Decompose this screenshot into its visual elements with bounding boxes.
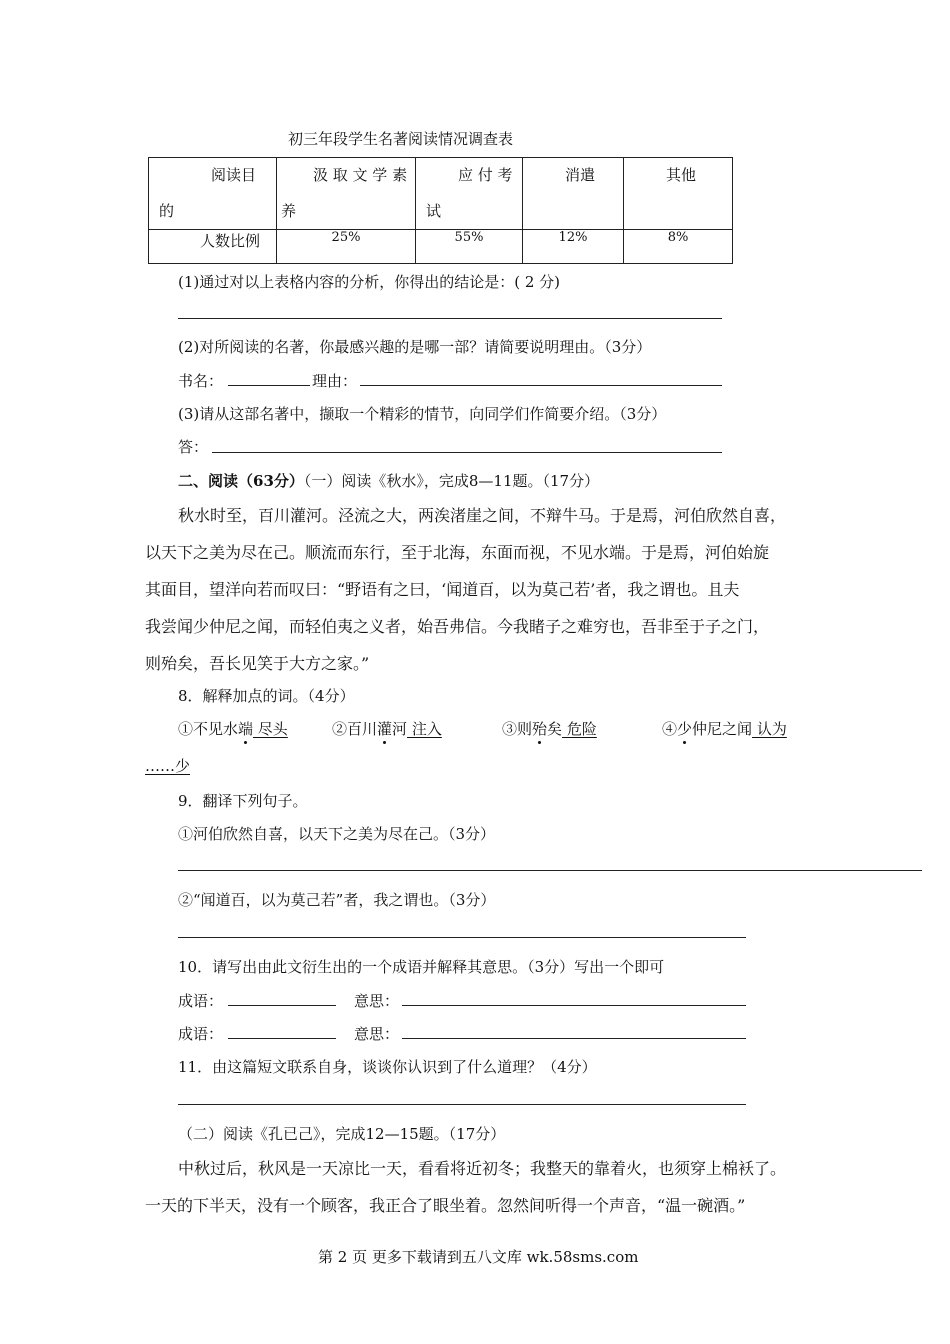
reason-label: 理由： bbox=[312, 372, 358, 390]
value-cell: 55% bbox=[416, 230, 523, 264]
meaning-label: 意思： bbox=[354, 1025, 400, 1043]
q9-sentence-1: ①河伯欣然自喜，以天下之美为尽在己。（3分） bbox=[178, 825, 496, 843]
passage-line: 则殆矣，吾长见笑于大方之家。” bbox=[145, 654, 370, 673]
answer-label: 答： bbox=[178, 438, 209, 456]
value-cell: 25% bbox=[277, 230, 416, 264]
q9-sentence-2: ②“闻道百，以为莫己若”者，我之谓也。（3分） bbox=[178, 891, 496, 909]
q8-answer-4-cont: ……少 bbox=[145, 757, 191, 775]
survey-table bbox=[148, 157, 733, 264]
header-cell-literature: 汲 取 文 学 素 养 bbox=[277, 158, 416, 230]
meaning-label: 意思： bbox=[354, 992, 400, 1010]
passage-line: 秋水时至，百川灌河。泾流之大，两涘渚崖之间，不辩牛马。于是焉，河伯欣然自喜， bbox=[178, 506, 787, 525]
q8-item-2: ②百川灌河 注入 bbox=[332, 720, 442, 738]
book-name-label: 书名： bbox=[178, 372, 224, 390]
passage-line: 一天的下半天，没有一个顾客，我正合了眼坐着。忽然间听得一个声音，“温一碗酒。” bbox=[145, 1196, 746, 1215]
header-cell-other: 其他 bbox=[624, 158, 733, 230]
answer-line-q1[interactable] bbox=[178, 318, 722, 319]
header-cell-leisure: 消遣 bbox=[523, 158, 624, 230]
value-cell: 8% bbox=[624, 230, 733, 264]
passage-line: 我尝闻少仲尼之闻，而轻伯夷之义者，始吾弗信。今我睹子之难穷也，吾非至于子之门， bbox=[145, 617, 770, 636]
question-9: 9．翻译下列句子。 bbox=[178, 792, 308, 810]
meaning-line[interactable] bbox=[402, 1005, 746, 1006]
passage-line: 其面目，望洋向若而叹曰：“野语有之曰，‘闻道百，以为莫己若’者，我之谓也。且夫 bbox=[145, 580, 740, 599]
passage-line: 以天下之美为尽在己。顺流而东行，至于北海，东面而视，不见水端。于是焉，河伯始旋 bbox=[145, 543, 770, 562]
q8-item-4: ④少仲尼之闻 认为 bbox=[662, 720, 787, 738]
q8-answer-4: 认为 bbox=[752, 720, 787, 738]
table-header-row bbox=[149, 158, 733, 230]
q8-answer-1: 尽头 bbox=[253, 720, 288, 738]
part-1-title: （一）阅读《秋水》，完成8—11题。（17分） bbox=[303, 472, 600, 490]
answer-line-q3[interactable] bbox=[212, 452, 722, 453]
section-2-heading bbox=[178, 470, 599, 491]
q8-answer-3: 危险 bbox=[562, 720, 597, 738]
idiom-line[interactable] bbox=[228, 1005, 336, 1006]
header-cell-exam: 应 付 考 试 bbox=[416, 158, 523, 230]
q8-item-3: ③则殆矣 危险 bbox=[502, 720, 597, 738]
answer-line-q11[interactable] bbox=[178, 1104, 746, 1105]
q8-answer-2: 注入 bbox=[407, 720, 442, 738]
question-10: 10．请写出由此文衍生出的一个成语并解释其意思。（3分）写出一个即可 bbox=[178, 958, 665, 976]
idiom-label: 成语： bbox=[178, 1025, 224, 1043]
table-row bbox=[149, 230, 733, 264]
table-title: 初三年段学生名著阅读情况调查表 bbox=[288, 130, 514, 148]
row-label: 人数比例 bbox=[149, 230, 277, 264]
idiom-label: 成语： bbox=[178, 992, 224, 1010]
question-3: (3)请从这部名著中，撷取一个精彩的情节，向同学们作简要介绍。（3分） bbox=[178, 405, 667, 423]
question-11: 11．由这篇短文联系自身，谈谈你认识到了什么道理？（4分） bbox=[178, 1058, 597, 1076]
question-2: (2)对所阅读的名著，你最感兴趣的是哪一部？请简要说明理由。（3分） bbox=[178, 338, 652, 356]
meaning-line[interactable] bbox=[402, 1038, 746, 1039]
emphasis-dot-char: 殆 bbox=[532, 720, 548, 738]
answer-line-q9-2[interactable] bbox=[178, 937, 746, 938]
question-1: (1)通过对以上表格内容的分析，你得出的结论是：( 2 分) bbox=[178, 273, 561, 291]
book-name-line[interactable] bbox=[228, 385, 310, 386]
reason-line[interactable] bbox=[360, 385, 722, 386]
part-2-title: （二）阅读《孔已己》，完成12—15题。（17分） bbox=[178, 1125, 506, 1143]
header-cell-purpose: 阅读目 的 bbox=[149, 158, 277, 230]
question-8: 8．解释加点的词。（4分） bbox=[178, 687, 355, 705]
emphasis-dot-char: 少 bbox=[677, 720, 693, 738]
idiom-line[interactable] bbox=[228, 1038, 336, 1039]
emphasis-dot-char: 端 bbox=[238, 720, 254, 738]
section-title: 二、阅读（63分） bbox=[178, 472, 304, 490]
answer-line-q9-1[interactable] bbox=[178, 870, 922, 871]
value-cell: 12% bbox=[523, 230, 624, 264]
passage-line: 中秋过后，秋风是一天凉比一天，看看将近初冬；我整天的靠着火，也须穿上棉袄了。 bbox=[178, 1159, 787, 1178]
q8-item-1: ①不见水端 尽头 bbox=[178, 720, 288, 738]
page-footer: 第 2 页 更多下载请到五八文库 wk.58sms.com bbox=[318, 1248, 639, 1266]
emphasis-dot-char: 灌 bbox=[377, 720, 393, 738]
